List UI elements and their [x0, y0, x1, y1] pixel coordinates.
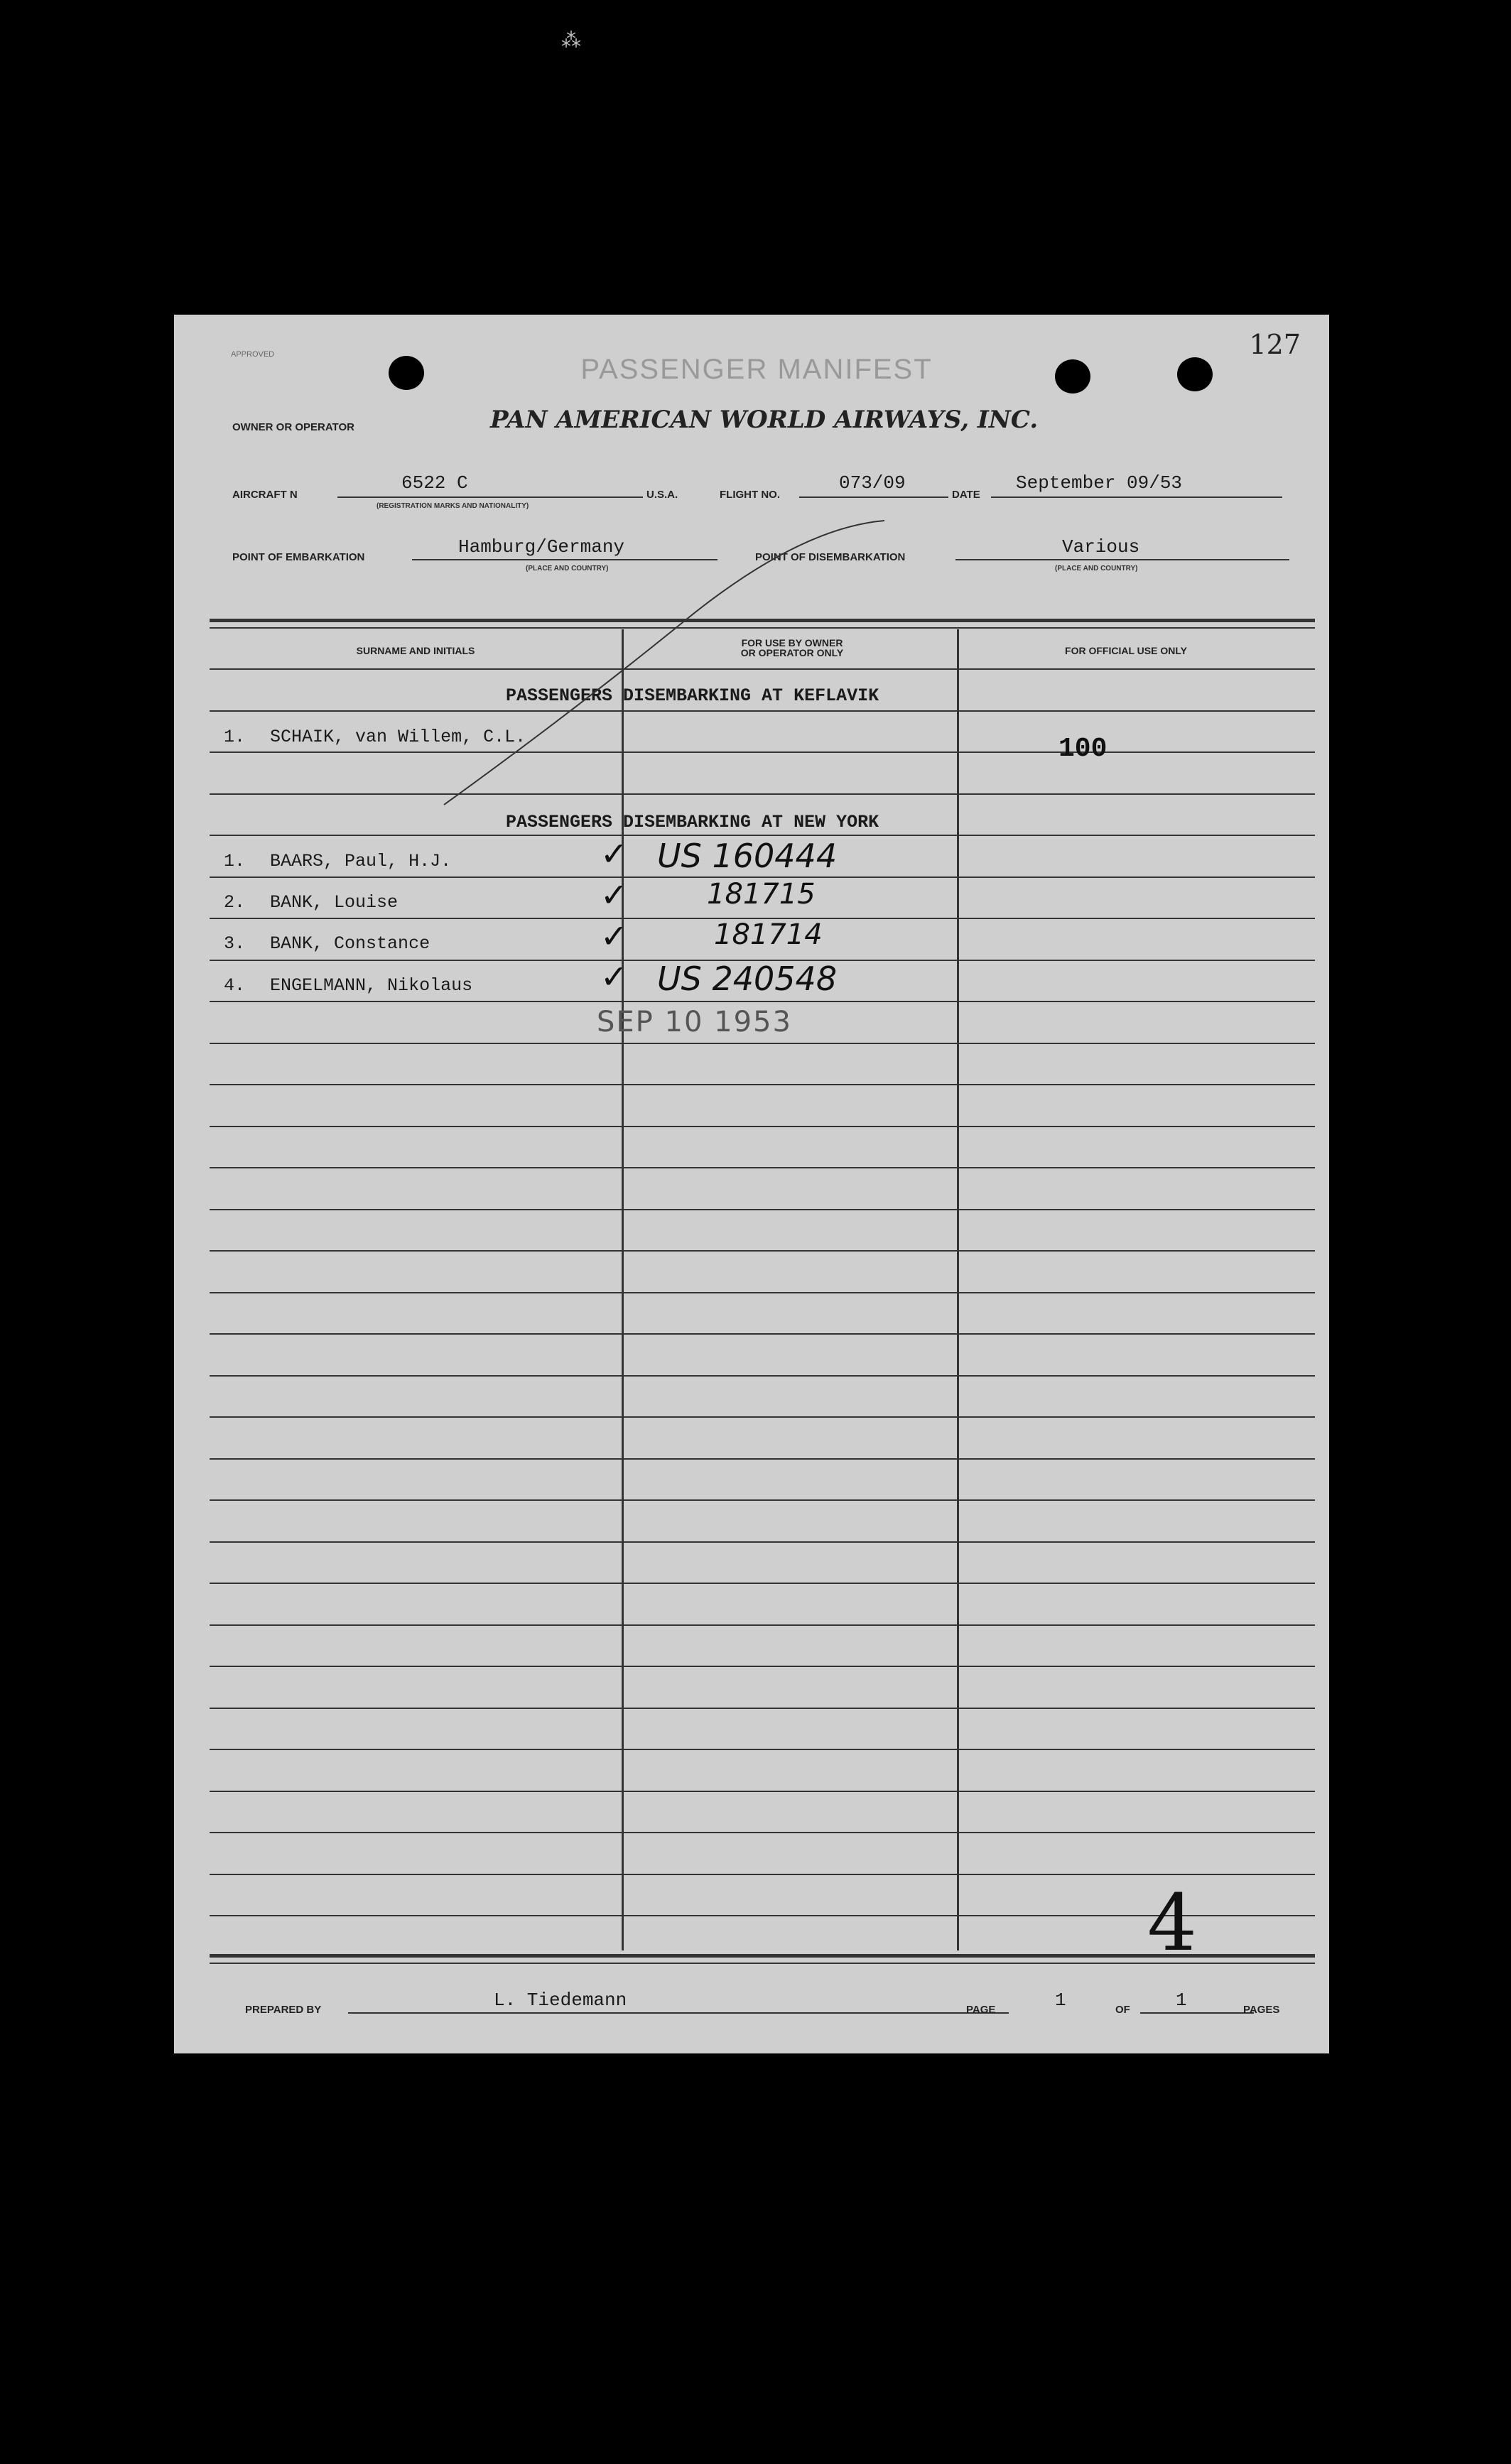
- official-header: FOR OFFICIAL USE ONLY: [1065, 645, 1187, 656]
- handwritten-note: US 160444: [657, 837, 838, 875]
- pencil-stroke: [444, 521, 884, 805]
- passenger-number: 1.: [224, 851, 246, 872]
- flight-value: 073/09: [839, 472, 906, 494]
- embark-value: Hamburg/Germany: [458, 536, 625, 558]
- flight-label: FLIGHT NO.: [720, 489, 780, 501]
- airline-name: PAN AMERICAN WORLD AIRWAYS, INC.: [490, 406, 1039, 434]
- section-keflavik: PASSENGERS DISEMBARKING AT KEFLAVIK: [506, 685, 879, 706]
- handwritten-note: 181715: [707, 878, 816, 911]
- date-value: September 09/53: [1016, 472, 1183, 494]
- passenger-name: SCHAIK, van Willem, C.L.: [270, 727, 526, 747]
- checkmark-icon: ✓: [600, 957, 628, 996]
- official-mark: 100: [1058, 734, 1107, 764]
- document-title: PASSENGER MANIFEST: [580, 354, 933, 385]
- usa-label: U.S.A.: [646, 489, 678, 501]
- top-right-mark: 127: [1249, 329, 1301, 360]
- table-bottom-rule-inner: [210, 1963, 1315, 1964]
- table-row-rule: [210, 1583, 1315, 1584]
- owner-use-header-line1: FOR USE BY OWNER: [741, 637, 843, 648]
- prepared-value: L. Tiedemann: [494, 1990, 627, 2011]
- prepared-label: PREPARED BY: [245, 2004, 322, 2016]
- handwritten-note: 181714: [714, 918, 823, 951]
- owner-label: OWNER OR OPERATOR: [232, 421, 354, 433]
- passenger-name: BANK, Constance: [270, 933, 430, 954]
- film-smudge: ⁂: [561, 31, 581, 53]
- disembark-value: Various: [1062, 536, 1140, 558]
- checkmark-icon: ✓: [600, 917, 628, 955]
- aircraft-sublabel: (REGISTRATION MARKS AND NATIONALITY): [377, 502, 529, 510]
- table-row-rule: [210, 1666, 1315, 1667]
- table-row-rule: [210, 1874, 1315, 1875]
- table-row-rule: [210, 1250, 1315, 1252]
- prepared-field-line: [348, 2012, 1009, 2014]
- approved-stamp: APPROVED: [231, 350, 275, 359]
- table-row-rule: [210, 1416, 1315, 1418]
- passenger-number: 4.: [224, 975, 246, 996]
- table-row-rule: [210, 1043, 1315, 1044]
- table-row-rule: [210, 1458, 1315, 1460]
- handwritten-note: US 240548: [657, 960, 838, 998]
- table-row-rule: [210, 1126, 1315, 1127]
- handwritten-total: 4: [1147, 1877, 1197, 1968]
- table-row-rule: [210, 1167, 1315, 1168]
- passenger-name: ENGELMANN, Nikolaus: [270, 975, 473, 996]
- table-row-rule: [210, 1832, 1315, 1833]
- table-row-rule: [210, 1333, 1315, 1335]
- page-label: PAGE: [966, 2004, 996, 2016]
- disembark-label: POINT OF DISEMBARKATION: [755, 551, 906, 563]
- table-row-rule: [210, 1499, 1315, 1501]
- pencil-strike-line: [174, 315, 1329, 1025]
- disembark-sublabel: (PLACE AND COUNTRY): [1055, 565, 1138, 572]
- table-row-rule: [210, 1624, 1315, 1626]
- checkmark-icon: ✓: [600, 835, 628, 873]
- owner-use-header-line2: OR OPERATOR ONLY: [740, 647, 844, 658]
- table-row-rule: [210, 1749, 1315, 1750]
- table-row-rule: [210, 1791, 1315, 1792]
- of-label: OF: [1115, 2004, 1130, 2016]
- embark-label: POINT OF EMBARKATION: [232, 551, 365, 563]
- section-new-york: PASSENGERS DISEMBARKING AT NEW YORK: [506, 812, 879, 832]
- table-row-rule: [210, 1084, 1315, 1085]
- passenger-number: 1.: [224, 727, 246, 747]
- table-row-rule: [210, 1541, 1315, 1543]
- passenger-number: 2.: [224, 892, 246, 913]
- passenger-number: 3.: [224, 933, 246, 954]
- table-row-rule: [210, 1375, 1315, 1377]
- page-value: 1: [1055, 1990, 1066, 2011]
- table-row-rule: [210, 1708, 1315, 1709]
- table-row-rule: [210, 1209, 1315, 1210]
- pages-label: PAGES: [1243, 2004, 1280, 2016]
- of-field-line: [1140, 2012, 1254, 2014]
- passenger-name: BAARS, Paul, H.J.: [270, 851, 452, 872]
- checkmark-icon: ✓: [600, 876, 628, 914]
- aircraft-value: 6522 C: [401, 472, 468, 494]
- table-bottom-rule: [210, 1954, 1315, 1958]
- aircraft-label: AIRCRAFT N: [232, 489, 298, 501]
- date-label: DATE: [952, 489, 980, 501]
- embark-sublabel: (PLACE AND COUNTRY): [526, 565, 609, 572]
- passenger-name: BANK, Louise: [270, 892, 399, 913]
- received-date-stamp: SEP 10 1953: [597, 1006, 792, 1038]
- surname-header: SURNAME AND INITIALS: [356, 645, 475, 656]
- of-value: 1: [1176, 1990, 1187, 2011]
- manifest-sheet: [174, 315, 1329, 2053]
- table-row-rule: [210, 1292, 1315, 1293]
